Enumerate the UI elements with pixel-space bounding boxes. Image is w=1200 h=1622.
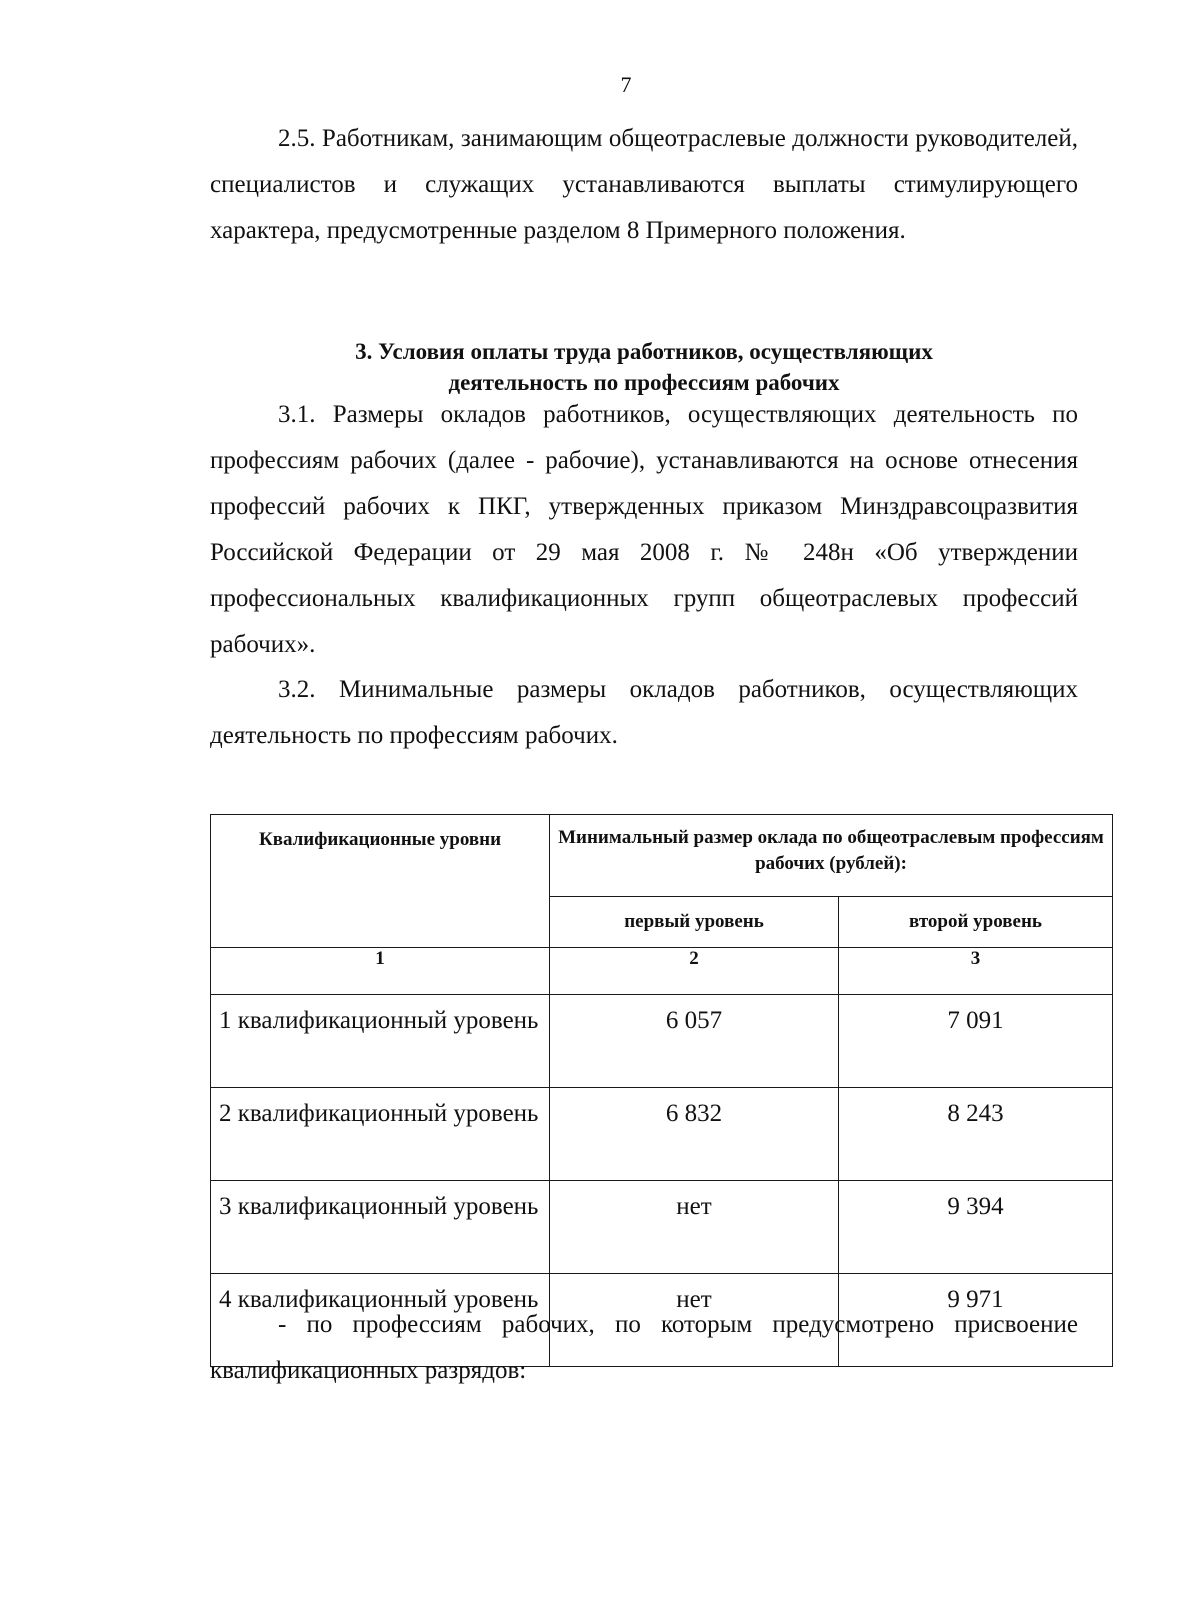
paragraph-3-1: 3.1. Размеры окладов работников, осуществляющих деятельность по профессиям рабочих (далее - рабочие), устанавливаются на основе отнесения профессий рабочих к ПКГ, утвержденных приказом Минздравсоцразвития Российской Федерации от 29 мая 2008 г. № 248н «Об утверждении профессиональных квалификационных групп общеотраслевых профессий рабочих». xyxy=(210,401,1078,658)
column-number-row xyxy=(211,948,1113,995)
second-level-value: 9 394 xyxy=(839,1181,1113,1274)
table-row xyxy=(211,1088,1113,1181)
table-row xyxy=(211,995,1113,1088)
column-number: 3 xyxy=(839,948,1113,995)
column-number: 1 xyxy=(211,948,550,995)
first-level-value: 6 057 xyxy=(550,995,839,1088)
page-number: 7 xyxy=(620,72,632,97)
paragraph-3-2: 3.2. Минимальные размеры окладов работников, осуществляющих деятельность по профессиям рабочих. xyxy=(210,676,1078,749)
header-second-level: второй уровень xyxy=(839,896,1113,947)
table-row xyxy=(211,1181,1113,1274)
level-cell: 2 квалификационный уровень xyxy=(211,1088,550,1181)
header-first-level: первый уровень xyxy=(550,896,839,947)
level-cell: 1 квалификационный уровень xyxy=(211,995,550,1088)
first-level-value: 6 832 xyxy=(550,1088,839,1181)
paragraph-after-table: - по профессиям рабочих, по которым предусмотрено присвоение квалификационных разрядов: xyxy=(210,1311,1078,1384)
level-cell: 3 квалификационный уровень xyxy=(211,1181,550,1274)
section-heading-line2: деятельность по профессиям рабочих xyxy=(448,370,840,395)
header-qualification-levels: Квалификационные уровни xyxy=(211,815,550,948)
level-cell: 4 квалификационный уровень xyxy=(211,1274,550,1367)
section-heading xyxy=(210,336,1078,398)
second-level-value: 9 971 xyxy=(839,1274,1113,1367)
first-level-value: нет xyxy=(550,1181,839,1274)
salary-levels-table xyxy=(210,814,1113,1367)
header-min-salary: Минимальный размер оклада по общеотраслевым профессиям рабочих (рублей): xyxy=(550,815,1113,897)
paragraph-2-5: 2.5. Работникам, занимающим общеотраслевые должности руководителей, специалистов и служащих устанавливаются выплаты стимулирующего характера, предусмотренные разделом 8 Примерного положения. xyxy=(210,125,1078,244)
second-level-value: 8 243 xyxy=(839,1088,1113,1181)
first-level-value: нет xyxy=(550,1274,839,1367)
second-level-value: 7 091 xyxy=(839,995,1113,1088)
section-heading-line1: 3. Условия оплаты труда работников, осуществляющих xyxy=(355,339,933,364)
column-number: 2 xyxy=(550,948,839,995)
